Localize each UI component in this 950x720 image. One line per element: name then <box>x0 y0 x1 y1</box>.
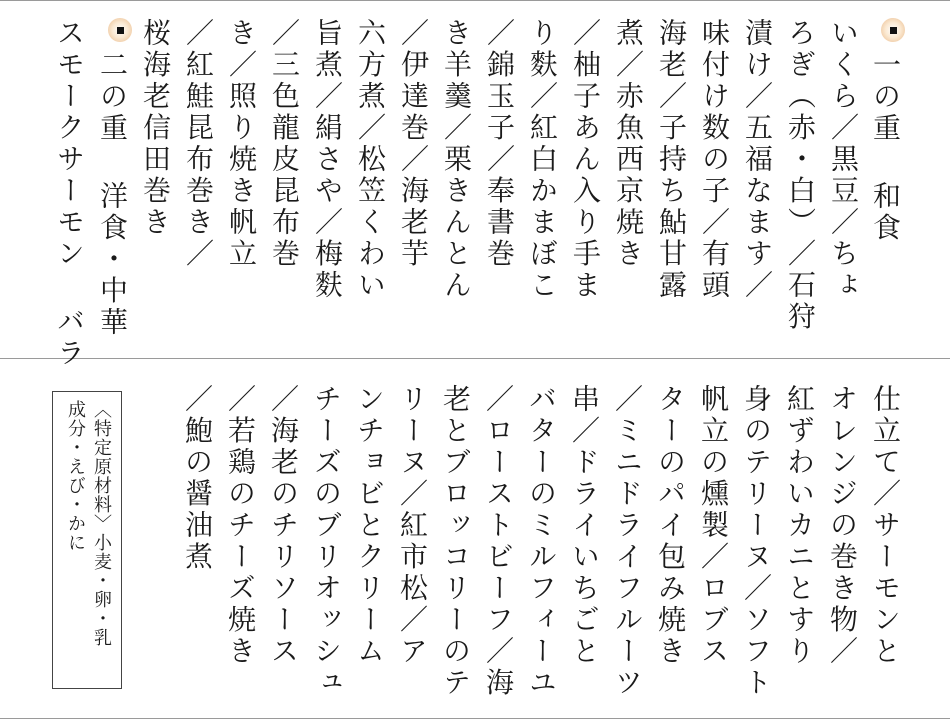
menu-line: ／錦玉子／奉書巻 <box>483 18 516 270</box>
menu-line: ／伊達巻／海老芋 <box>397 18 430 270</box>
allergen-notice-box <box>52 391 122 689</box>
menu-line: ターのパイ包み焼き <box>654 384 687 668</box>
menu-line: 老とブロッコリーのテ <box>439 384 472 699</box>
menu-line: ／ローストビーフ／海 <box>482 384 515 699</box>
menu-line: ／三色龍皮昆布巻 <box>268 18 301 270</box>
top-rule <box>0 0 950 1</box>
menu-line: ンチョビとクリーム <box>353 384 386 668</box>
menu-line: 旨煮／絹さや／梅麩 <box>311 18 344 302</box>
menu-line: 味付け数の子／有頭 <box>698 18 731 302</box>
lower-menu-panel <box>0 384 950 704</box>
menu-line: き／照り焼き帆立 <box>225 18 258 270</box>
menu-line: 串／ドライいちごと <box>568 384 601 668</box>
allergen-line: 〈特定原材料〉小麦・卵・乳 <box>91 400 112 647</box>
menu-line: 漬け／五福なます／ <box>741 18 774 302</box>
allergen-line: 成分・えび・かに <box>65 400 86 552</box>
heading-ichi-no-ju <box>868 18 905 244</box>
menu-line: 煮／赤魚西京焼き <box>612 18 645 270</box>
menu-line: オレンジの巻き物／ <box>826 384 859 668</box>
upper-menu-panel <box>0 18 950 370</box>
menu-line: 海老／子持ち鮎甘露 <box>655 18 688 302</box>
bullet-badge-icon <box>108 18 132 42</box>
menu-line: ／ミニドライフルーツ <box>611 384 644 699</box>
menu-line: 紅ずわいカニとすり <box>783 384 816 668</box>
menu-line: ／紅鮭昆布巻き／ <box>182 18 215 270</box>
menu-line: ／柚子あん入り手ま <box>569 18 602 302</box>
menu-line: 桜海老信田巻き <box>139 18 172 239</box>
bullet-badge-icon <box>881 18 905 42</box>
menu-line: ／海老のチリソース <box>267 384 300 668</box>
menu-line: 帆立の燻製／ロブス <box>697 384 730 668</box>
menu-line: 身のテリーヌ／ソフト <box>740 384 773 699</box>
menu-line: チーズのブリオッシュ <box>310 384 343 699</box>
middle-rule <box>0 358 950 359</box>
menu-line: スモークサーモン バラ <box>53 18 86 370</box>
menu-line: ／若鶏のチーズ焼き <box>224 384 257 668</box>
menu-line: ／鮑の醤油煮 <box>181 384 214 573</box>
menu-line: リーヌ／紅市松／ア <box>396 384 429 668</box>
menu-line: り麩／紅白かまぼこ <box>526 18 559 302</box>
heading-ni-no-ju <box>95 18 132 339</box>
menu-line: いくら／黒豆／ちょ <box>827 18 860 302</box>
heading-text: 二の重 洋食・中華 <box>96 50 129 339</box>
heading-text: 一の重 和食 <box>869 50 902 244</box>
menu-line: 仕立て／サーモンと <box>869 384 902 668</box>
menu-line: き羊羹／栗きんとん <box>440 18 473 302</box>
menu-line: バターのミルフィーユ <box>525 384 558 699</box>
bottom-rule <box>0 718 950 719</box>
menu-line: ろぎ（赤・白）／石狩 <box>784 18 817 333</box>
menu-line: 六方煮／松笠くわい <box>354 18 387 302</box>
